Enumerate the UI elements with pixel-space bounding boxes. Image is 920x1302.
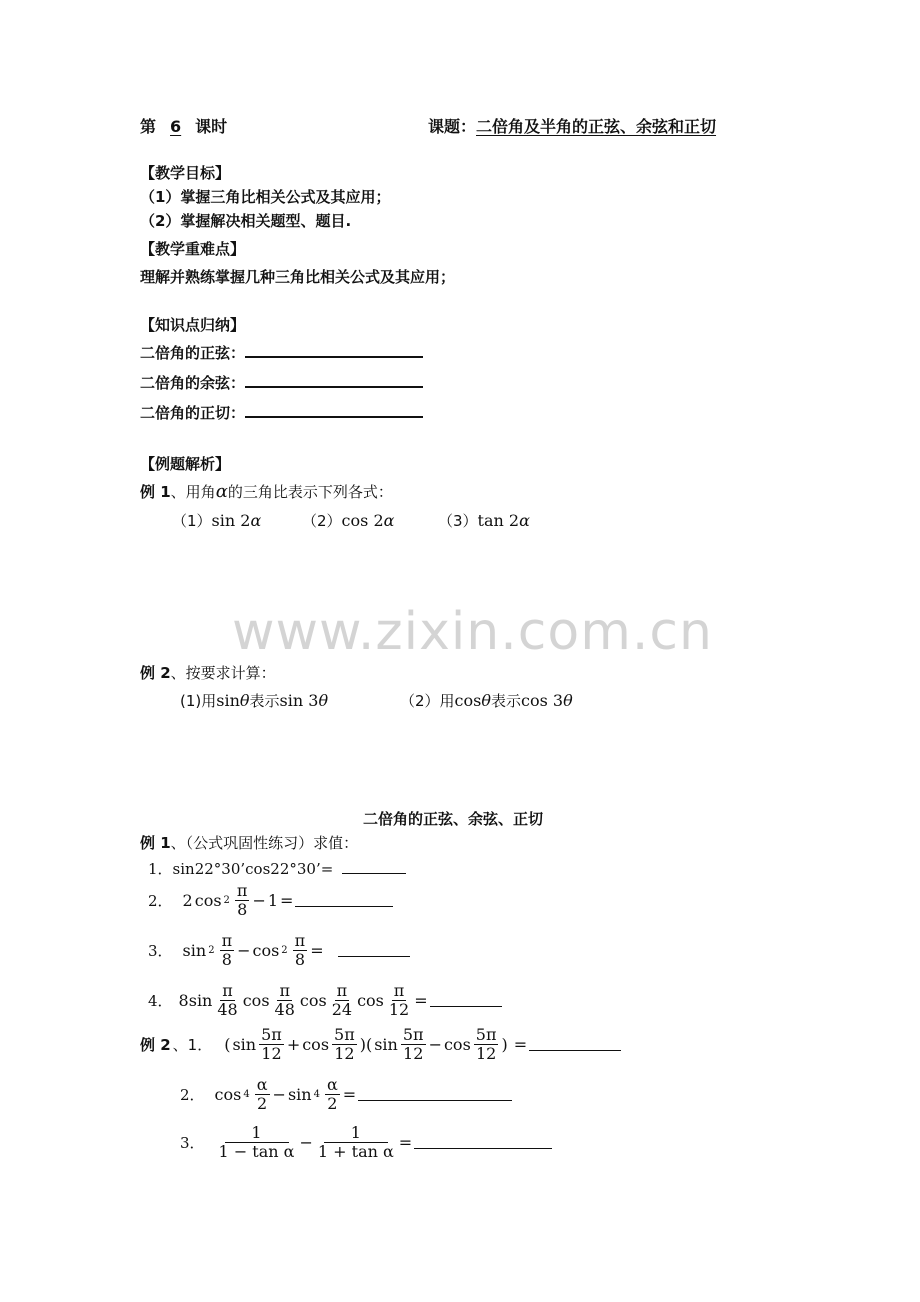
fraction: $\frac{\pi}{48}$: [274, 981, 295, 1020]
answer-blank[interactable]: [342, 861, 406, 874]
examples-heading: 【例题解析】: [140, 455, 231, 473]
answer-blank[interactable]: [245, 344, 423, 358]
key-points-text: 理解并熟练掌握几种三角比相关公式及其应用；: [140, 268, 456, 286]
example2-prompt: 例 2、按要求计算：: [140, 664, 276, 682]
knowledge-item-cosine: 二倍角的余弦：: [140, 372, 423, 393]
key-points-heading: 【教学重难点】: [140, 240, 246, 258]
fraction: $\frac{\pi}{8}$: [294, 931, 306, 970]
lesson-prefix: 第: [140, 117, 157, 136]
practice-ex1-prompt: 例 1、（公式巩固性练习）求值：: [140, 834, 359, 852]
practice-title: 二倍角的正弦、余弦、正切: [363, 810, 544, 828]
lesson-header: [140, 114, 227, 137]
lesson-suffix: 课时: [195, 117, 228, 136]
practice-item-1: 1．sin22°30’cos22°30’=: [148, 858, 406, 879]
fraction: $\frac{\pi}{48}$: [217, 981, 238, 1020]
fraction: $\frac{5\pi}{12}$: [402, 1025, 424, 1064]
goal-item: （2）掌握解决相关题型、题目.: [140, 212, 352, 230]
topic-label: 课题：: [428, 117, 477, 136]
practice-ex2-item-1: 例 2 、1． ( sin $\frac{5\pi}{12}$ + cos $\frac{5\pi}{12}$ )( sin $\frac{5\pi}{12}$ − cos $\frac{5\pi}{12}$ ) =: [140, 1026, 621, 1064]
watermark: www.zixin.com.cn: [232, 602, 713, 662]
fraction: $\frac{\pi}{12}$: [388, 981, 410, 1020]
knowledge-heading: 【知识点归纳】: [140, 316, 246, 334]
example1-item-3: （3）tan 2α: [438, 511, 530, 530]
practice-ex2-item-3: 3． $\frac{1}{\text{1 − tan α}}$ − $\frac{1}{\text{1 + tan α}}$ =: [180, 1124, 552, 1162]
fraction: $\frac{\alpha}{2}$: [256, 1075, 268, 1114]
answer-blank[interactable]: [414, 1136, 552, 1149]
answer-blank[interactable]: [529, 1038, 621, 1051]
goal-item: （1）掌握三角比相关公式及其应用；: [140, 188, 391, 206]
lesson-number: 6: [170, 117, 182, 136]
fraction: $\frac{5\pi}{12}$: [334, 1025, 355, 1064]
answer-blank[interactable]: [430, 994, 502, 1007]
fraction: $\frac{5\pi}{12}$: [475, 1025, 497, 1064]
example2-item-1: (1)用sinθ表示sin 3θ: [180, 691, 329, 710]
example1-prompt: 例 1、用角α的三角比表示下列各式：: [140, 481, 393, 502]
fraction: $\frac{\pi}{24}$: [331, 981, 353, 1020]
practice-ex2-item-2: 2． cos 4 $\frac{\alpha}{2}$ − sin 4 $\frac{\alpha}{2}$ =: [180, 1076, 512, 1114]
topic-title: 二倍角及半角的正弦、余弦和正切: [476, 117, 717, 136]
answer-blank[interactable]: [295, 894, 393, 907]
fraction: $\frac{\pi}{8}$: [236, 881, 248, 920]
answer-blank[interactable]: [245, 374, 423, 388]
fraction: $\frac{1}{\text{1 − tan α}}$: [218, 1123, 295, 1162]
goals-heading: 【教学目标】: [140, 164, 231, 182]
knowledge-item-sine: 二倍角的正弦：: [140, 342, 423, 363]
fraction: $\frac{\alpha}{2}$: [326, 1075, 338, 1114]
fraction: $\frac{1}{\text{1 + tan α}}$: [317, 1123, 394, 1162]
example1-item-2: （2）cos 2α: [302, 511, 395, 530]
example2-item-2: （2）用cosθ表示cos 3θ: [400, 691, 573, 710]
fraction: $\frac{\pi}{8}$: [221, 931, 233, 970]
fraction: $\frac{5\pi}{12}$: [261, 1025, 282, 1064]
practice-item-3: 3． sin 2 $\frac{\pi}{8}$ − cos 2 $\frac{\pi}{8}$ =: [148, 932, 410, 970]
example1-item-1: （1）sin 2α: [172, 511, 262, 530]
knowledge-item-tangent: 二倍角的正切：: [140, 402, 423, 423]
practice-item-4: 4． 8sin $\frac{\pi}{48}$ cos $\frac{\pi}{48}$ cos $\frac{\pi}{24}$ cos $\frac{\pi}{12}$ =: [148, 982, 502, 1020]
answer-blank[interactable]: [338, 944, 410, 957]
practice-item-2: 2． 2 cos 2 $\frac{\pi}{8}$ − 1 =: [148, 882, 393, 920]
answer-blank[interactable]: [245, 404, 423, 418]
answer-blank[interactable]: [358, 1088, 512, 1101]
topic-header: [428, 114, 716, 137]
